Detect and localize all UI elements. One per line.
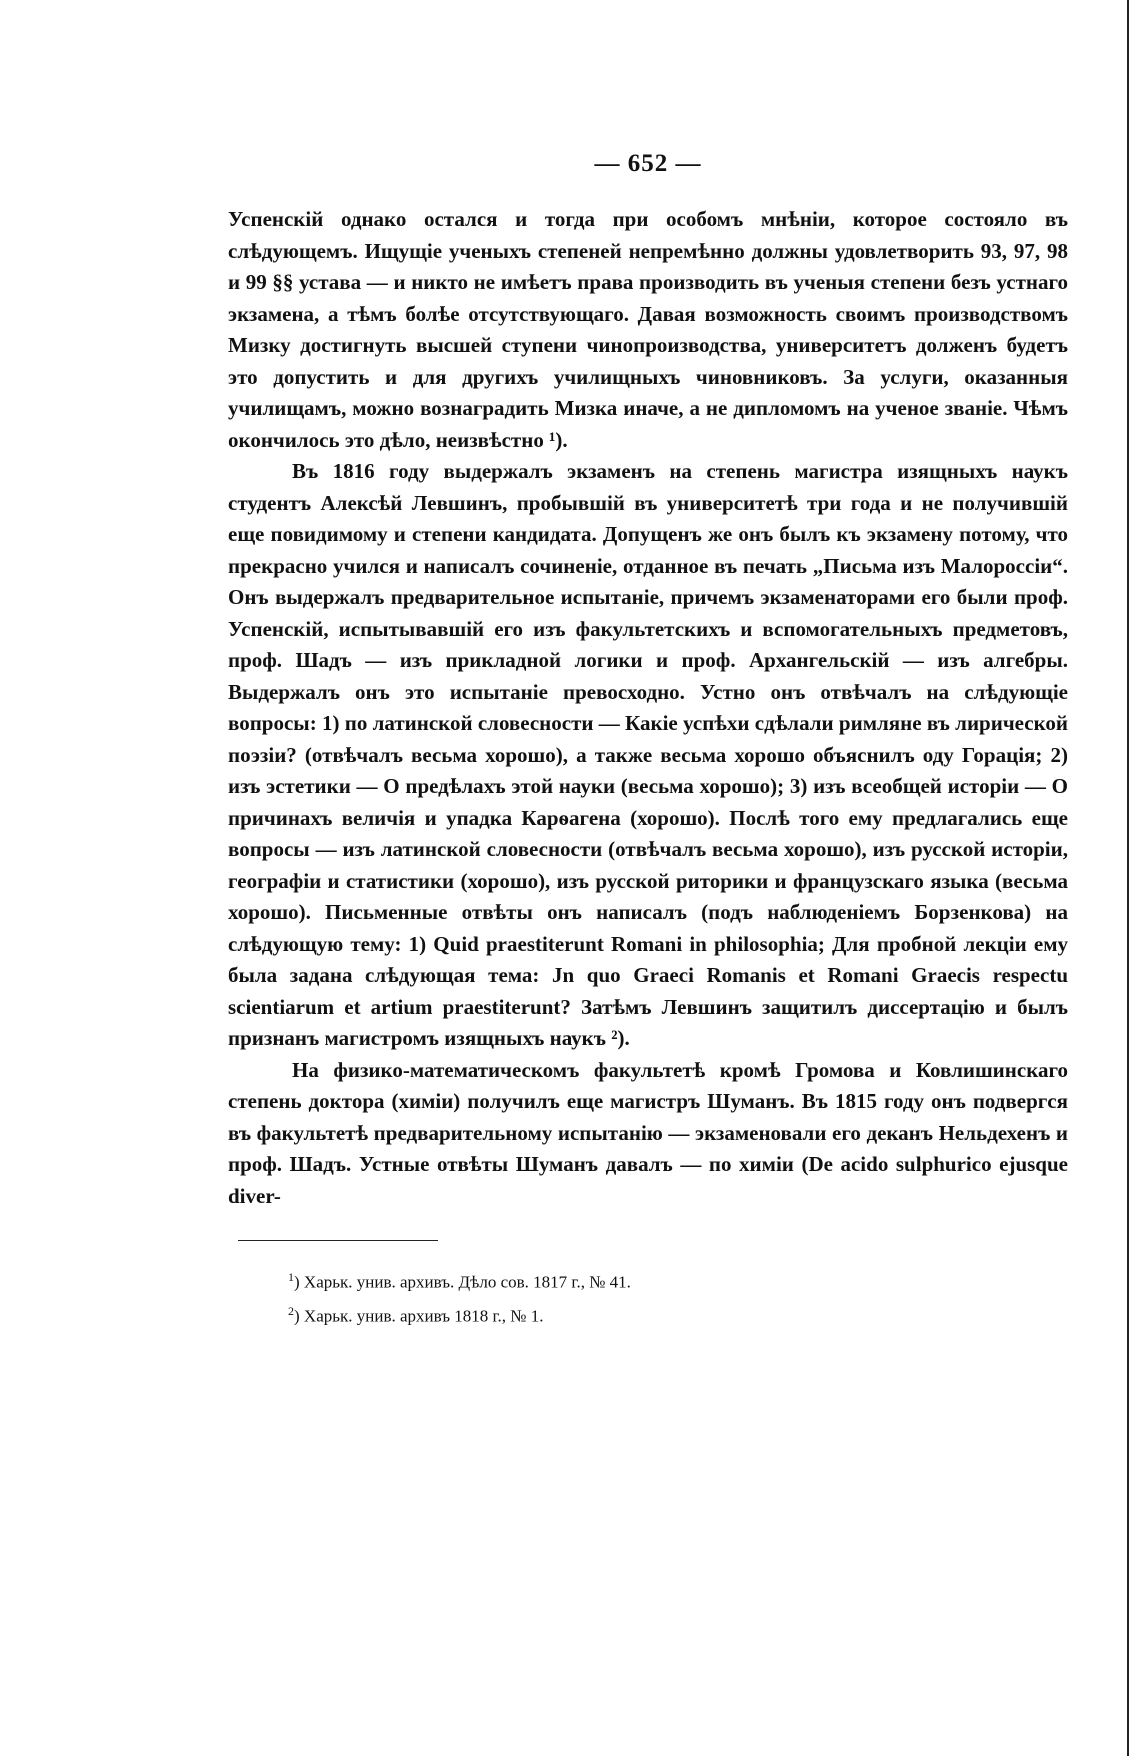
book-page (228, 150, 1068, 1330)
page-edge-line (1127, 0, 1129, 1756)
footnote-1 (288, 1263, 1068, 1297)
paragraph-3: На физико-математическомъ факультетѣ кромѣ Громова и Ковлишинскаго степень доктора (химіи) получилъ еще магистръ Шуманъ. Въ 1815 году онъ подвергся въ факультетѣ предварительному испытанію — экзаменовали его деканъ Нельдехенъ и проф. Шадъ. Устные отвѣты Шуманъ давалъ — по химіи (De acido sulphurico ejusque diver- (228, 1057, 1068, 1208)
footnote-separator (238, 1240, 438, 1241)
footnote-mark: 2 (288, 1303, 294, 1318)
footnote-2 (288, 1297, 1068, 1331)
footnote-text: ) Харьк. унив. архивъ 1818 г., № 1. (294, 1306, 544, 1326)
page-number: — 652 — (594, 150, 702, 177)
footnote-text: ) Харьк. унив. архивъ. Дѣло сов. 1817 г., № 41. (294, 1272, 631, 1292)
footnotes (228, 1263, 1068, 1330)
paragraph-1: Успенскій однако остался и тогда при особомъ мнѣніи, которое состояло въ слѣдующемъ. Ищущіе ученыхъ степеней непремѣнно должны удовлетворить 93, 97, 98 и 99 §§ устава — и никто не имѣетъ права производить въ ученыя степени безъ устнаго экзамена, а тѣмъ болѣе отсутствующаго. Давая возможность своимъ производствомъ Мизку достигнуть высшей ступени чинопроизводства, университетъ долженъ будетъ это допустить и для другихъ училищныхъ чиновниковъ. За услуги, оказанныя училищамъ, можно вознаградить Мизка иначе, а не дипломомъ на ученое званіе. Чѣмъ окончилось это дѣло, неизвѣстно ¹). (228, 207, 1068, 452)
paragraph-2: Въ 1816 году выдержалъ экзаменъ на степень магистра изящныхъ наукъ студентъ Алексѣй Левшинъ, пробывшій въ университетѣ три года и не получившій еще повидимому и степени кандидата. Допущенъ же онъ былъ къ экзамену потому, что прекрасно учился и написалъ сочиненіе, отданное въ печать „Письма изъ Малороссіи“. Онъ выдержалъ предварительное испытаніе, причемъ экзаменаторами его были проф. Успенскій, испытывавшій его изъ факультетскихъ и вспомогательныхъ предметовъ, проф. Шадъ — изъ прикладной логики и проф. Архангельскій — изъ алгебры. Выдержалъ онъ это испытаніе превосходно. Устно онъ отвѣчалъ на слѣдующіе вопросы: 1) по латинской словесности — Какіе успѣхи сдѣлали римляне въ лирической поэзіи? (отвѣчалъ весьма хорошо), а также весьма хорошо объяснилъ оду Горація; 2) изъ эстетики — О предѣлахъ этой науки (весьма хорошо); 3) изъ всеобщей исторіи — О причинахъ величія и упадка Карѳагена (хорошо). Послѣ того ему предлагались еще вопросы — изъ латинской словесности (отвѣчалъ весьма хорошо), изъ русской исторіи, географіи и статистики (хорошо), изъ русской риторики и французскаго языка (весьма хорошо). Письменные отвѣты онъ написалъ (подъ наблюденіемъ Борзенкова) на слѣдующую тему: 1) Quid praestiterunt Romani in philosophia; Для пробной лекціи ему была задана слѣдующая тема: Jn quo Graeci Romanis et Romani Graecis respectu scientiarum et artium praestiterunt? Затѣмъ Левшинъ защитилъ диссертацію и былъ признанъ магистромъ изящныхъ наукъ ²). (228, 459, 1068, 1050)
body-text (228, 204, 1068, 1212)
footnote-mark: 1 (288, 1270, 294, 1284)
